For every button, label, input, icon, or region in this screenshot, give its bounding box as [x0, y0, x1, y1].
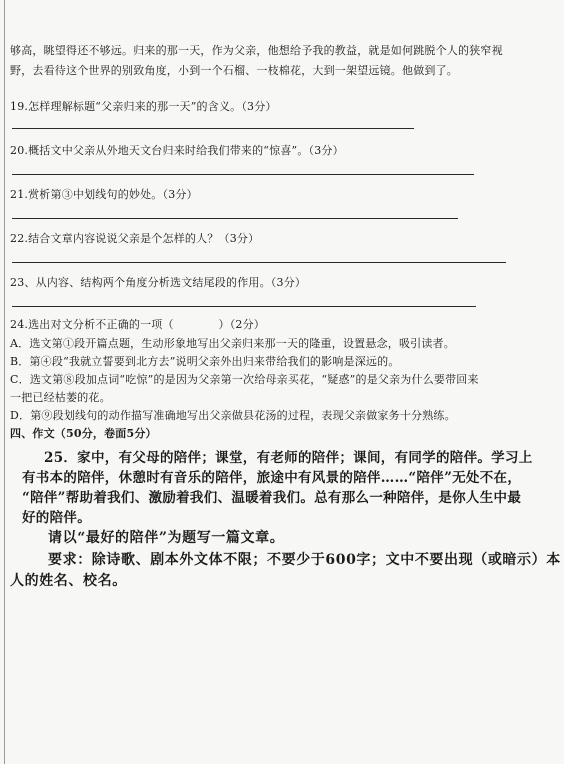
composition-task: 请以“最好的陪伴”为题写一篇文章。 — [48, 530, 285, 546]
q24-option-c-cont: 一把已经枯萎的花。 — [10, 391, 111, 404]
q24-option-d: D．第⑨段划线句的动作描写准确地写出父亲做县花汤的过程，表现父亲做家务十分熟练。 — [10, 409, 456, 422]
answer-line-22[interactable] — [12, 262, 506, 263]
question-24-stem: 24.选出对文分析不正确的一项（ ）（2分） — [10, 318, 265, 331]
question-21: 21.赏析第③中划线句的妙处。（3分） — [10, 188, 198, 201]
composition-prompt-line-2: 有书本的陪伴，休憩时有音乐的陪伴，旅途中有风景的陪伴……“陪伴”无处不在， — [22, 470, 522, 486]
binding-margin-line — [4, 0, 5, 764]
question-23: 23、从内容、结构两个角度分析选文结尾段的作用。（3分） — [10, 276, 307, 289]
q24-option-c: C．选文第⑧段加点词“吃惊”的是因为父亲第一次给母亲买花，“疑惑”的是父亲为什么要带回来 — [10, 373, 479, 386]
passage-line-1: 够高，眺望得还不够远。归来的那一天，作为父亲，他想给予我的教益，就是如何跳脱个人的狭窄视 — [10, 44, 503, 57]
answer-line-21[interactable] — [12, 218, 458, 219]
composition-requirements-line-1: 要求：除诗歌、剧本外文体不限；不要少于600字；文中不要出现（或暗示）本 — [48, 552, 561, 568]
question-20: 20.概括文中父亲从外地天文台归来时给我们带来的“惊喜”。（3分） — [10, 144, 344, 157]
composition-prompt-line-1: 25．家中，有父母的陪伴；课堂，有老师的陪伴；课间，有同学的陪伴。学习上 — [44, 450, 533, 466]
q24-option-b: B．第④段“我就立誓要到北方去”说明父亲外出归来带给我们的影响是深远的。 — [10, 355, 400, 368]
answer-line-19[interactable] — [12, 128, 414, 129]
composition-prompt-line-3: “陪伴”帮助着我们、激励着我们、温暖着我们。总有那么一种陪伴，是你人生中最 — [22, 490, 522, 506]
passage-line-2: 野，去看待这个世界的别致角度，小到一个石榴、一枝棉花，大到一架望远镜。他做到了。 — [10, 64, 458, 77]
composition-requirements-line-2: 人的姓名、校名。 — [10, 573, 127, 589]
answer-line-23[interactable] — [12, 306, 476, 307]
composition-header: 四、作文（50分，卷面5分） — [10, 427, 157, 440]
question-19: 19.怎样理解标题“父亲归来的那一天”的含义。（3分） — [10, 100, 277, 113]
q24-option-a: A．选文第①段开篇点题，生动形象地写出父亲归来那一天的隆重，设置悬念，吸引读者。 — [10, 337, 455, 350]
question-22: 22.结合文章内容说说父亲是个怎样的人？（3分） — [10, 232, 260, 245]
composition-prompt-line-4: 好的陪伴。 — [22, 510, 91, 526]
answer-line-20[interactable] — [12, 174, 474, 175]
